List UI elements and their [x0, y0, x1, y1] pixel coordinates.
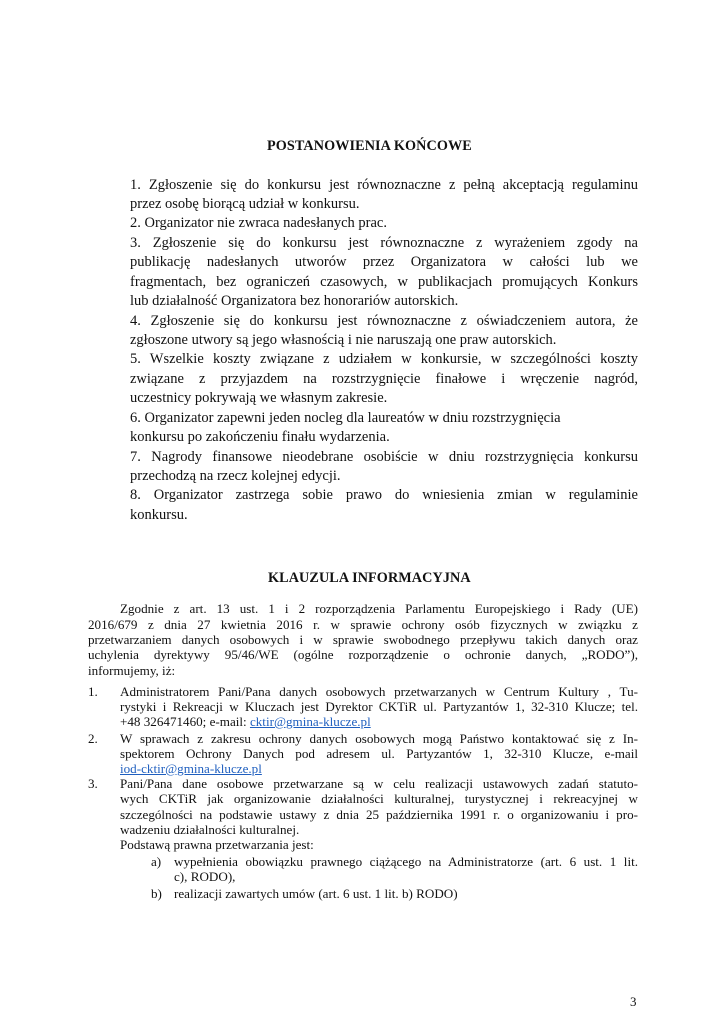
text-line: lub działalność Organizatora bez honorariów autorskich. — [130, 293, 459, 309]
text-line: związane z przyjazdem na rozstrzygnięcie finałowe i wręczenie nagród, — [130, 371, 638, 387]
text-line: wadzeniu działalności kulturalnej. — [120, 822, 300, 837]
text-line — [120, 761, 638, 776]
text-line: 8. Organizator zastrzega sobie prawo do wniesienia zmian w regulaminie — [130, 487, 638, 503]
list-number: 3. — [88, 776, 98, 791]
text-line: Administratorem Pani/Pana danych osobowych przetwarzanych w Centrum Kultury , Tu- — [120, 684, 638, 699]
text-line: Zgodnie z art. 13 ust. 1 i 2 rozporządzenia Parlamentu Europejskiego i Rady (UE) — [120, 601, 638, 616]
text-line: konkursu po zakończeniu finału wydarzenia. — [130, 429, 390, 445]
section-title-postanowienia: POSTANOWIENIA KOŃCOWE — [267, 138, 472, 154]
text-line: wych CKTiR jak organizowanie działalności kulturalnej, turystycznej i rekreacyjnej w — [120, 791, 638, 806]
text-line: 3. Zgłoszenie się do konkursu jest równoznaczne z wyrażeniem zgody na — [130, 235, 638, 251]
text-line: realizacji zawartych umów (art. 6 ust. 1 lit. b) RODO) — [174, 886, 458, 901]
contact-text: +48 326471460; e-mail: — [120, 714, 250, 729]
list-number: 2. — [88, 731, 98, 746]
sub-letter: a) — [151, 854, 162, 869]
text-line: konkursu. — [130, 507, 188, 523]
list-number: 1. — [88, 684, 98, 699]
text-line: 2016/679 z dnia 27 kwietnia 2016 r. w sprawie ochrony osób fizycznych w związku z — [88, 617, 638, 632]
text-line: spektorem Ochrony Danych pod adresem ul. Partyzantów 1, 32-310 Klucze, e-mail — [120, 746, 638, 761]
text-line: 2. Organizator nie zwraca nadesłanych prac. — [130, 215, 387, 231]
text-line: 7. Nagrody finansowe nieodebrane osobiście w dniu rozstrzygnięcia konkursu — [130, 449, 638, 465]
text-line: 4. Zgłoszenie się do konkursu jest równoznaczne z oświadczeniem autora, że — [130, 313, 638, 329]
text-line — [120, 714, 638, 729]
text-line: informujemy, iż: — [88, 663, 176, 678]
text-line: przetwarzaniem danych osobowych i w sprawie swobodnego przepływu takich danych oraz — [88, 632, 638, 647]
text-line: uchylenia dyrektywy 95/46/WE (ogólne rozporządzenie o ochronie danych, „RODO”), — [88, 647, 638, 662]
text-line: fragmentach, bez ograniczeń czasowych, w publikacjach promujących Konkurs — [130, 274, 638, 290]
text-line: przez osobę biorącą udział w konkursu. — [130, 196, 360, 212]
text-line: uczestnicy pokrywają we własnym zakresie. — [130, 390, 388, 406]
text-line: 5. Wszelkie koszty związane z udziałem w konkursie, w szczególności koszty — [130, 351, 638, 367]
text-line: 1. Zgłoszenie się do konkursu jest równoznaczne z pełną akceptacją regulaminu — [130, 177, 638, 193]
section-title-klauzula: KLAUZULA INFORMACYJNA — [268, 570, 471, 586]
text-line: Pani/Pana dane osobowe przetwarzane są w celu realizacji ustawowych zadań statuto- — [120, 776, 638, 791]
iod-email-link[interactable]: iod-cktir@gmina-klucze.pl — [120, 761, 262, 776]
text-line: c), RODO), — [174, 869, 236, 884]
text-line: W sprawach z zakresu ochrony danych osobowych mogą Państwo kontaktować się z In- — [120, 731, 638, 746]
text-line: przechodzą na rzecz kolejnej edycji. — [130, 468, 341, 484]
text-line: zgłoszone utwory są jego własnością i nie naruszają one praw autorskich. — [130, 332, 557, 348]
sub-letter: b) — [151, 886, 162, 901]
text-line: publikację nadesłanych utworów przez Organizatora w całości lub we — [130, 254, 638, 270]
text-line: szczególności na podstawie ustawy z dnia 25 października 1991 r. o organizowaniu i pro- — [120, 807, 638, 822]
text-line: Podstawą prawna przetwarzania jest: — [120, 837, 314, 852]
cktir-email-link[interactable]: cktir@gmina-klucze.pl — [249, 714, 371, 729]
page-number: 3 — [630, 994, 637, 1009]
text-line: wypełnienia obowiązku prawnego ciążącego na Administratorze (art. 6 ust. 1 lit. — [174, 854, 638, 869]
text-line: 6. Organizator zapewni jeden nocleg dla laureatów w dniu rozstrzygnięcia — [130, 410, 561, 426]
text-line: rystyki i Rekreacji w Kluczach jest Dyrektor CKTiR ul. Partyzantów 1, 32-310 Klucze; tel. — [120, 699, 638, 714]
